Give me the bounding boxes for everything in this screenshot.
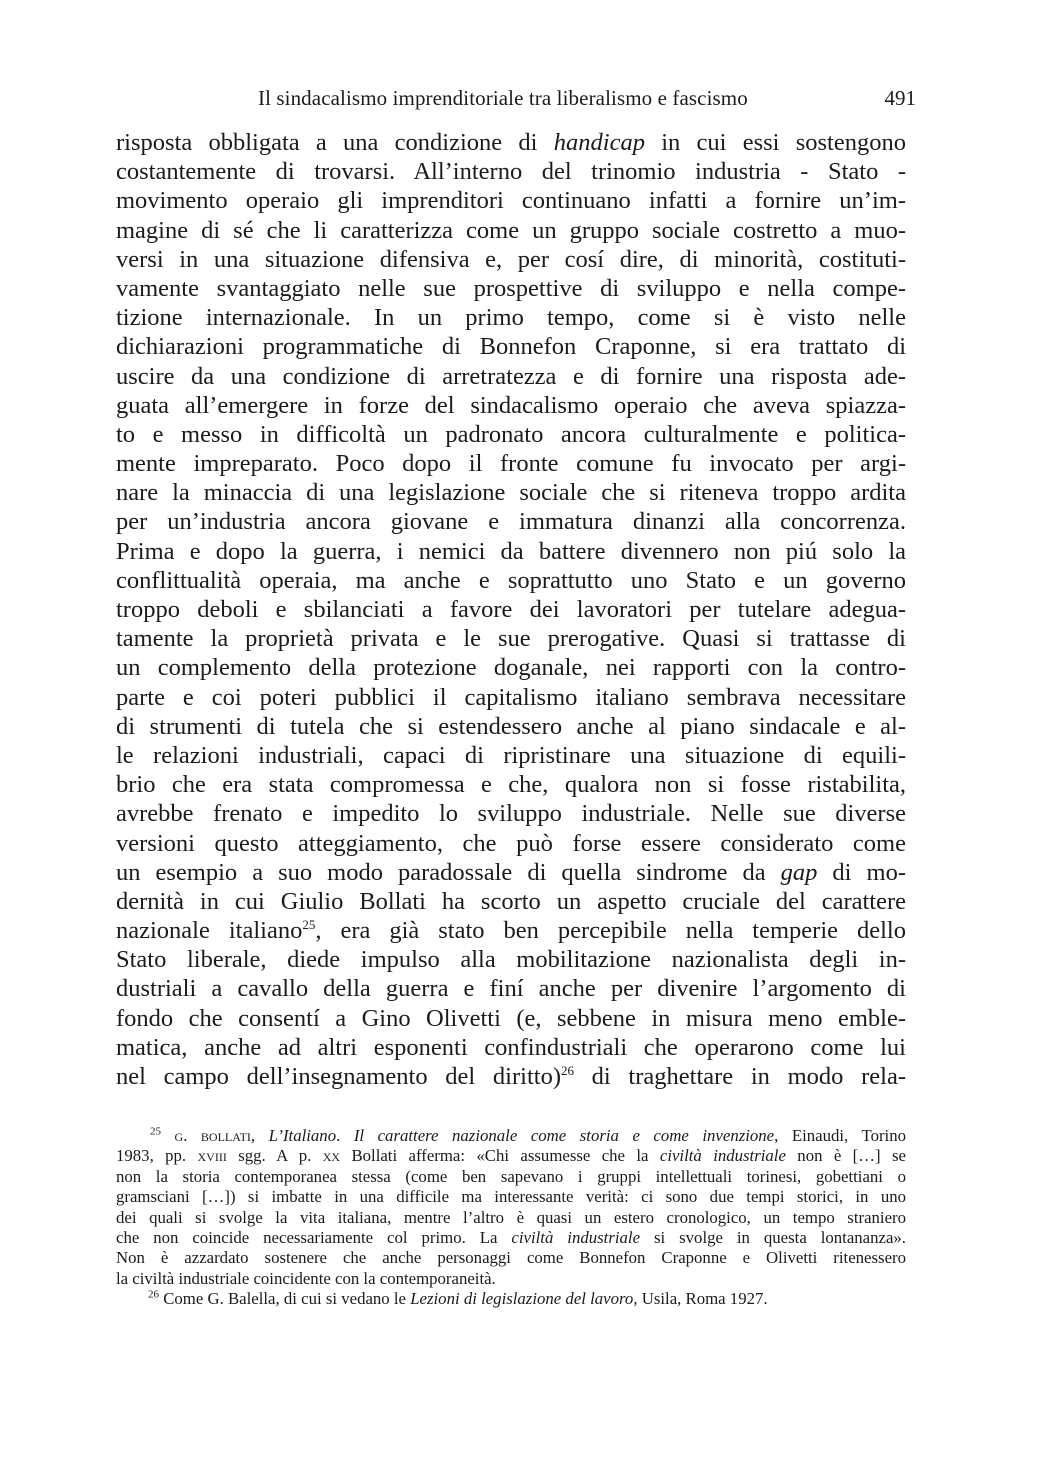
text-span: che non coincide necessariamente col primo. La [116, 1227, 512, 1247]
text-span: si svolge in questa lontananza». [640, 1227, 906, 1247]
text-line [116, 128, 906, 157]
text-span: , [250, 1126, 269, 1145]
text-line: nare la minaccia di una legislazione sociale che si riteneva troppo ardita [116, 479, 906, 507]
text-line: tizione internazionale. In un primo tempo, come si è visto nelle [116, 304, 906, 332]
footnote-25-line [116, 1228, 906, 1248]
text-line: un complemento della protezione doganale, nei rapporti con la contro- [116, 654, 906, 682]
text-span: un esempio a suo modo paradossale di quella sindrome da [116, 858, 781, 886]
text-span: di traghettare in modo rela- [573, 1063, 906, 1090]
text-line: avrebbe frenato e impedito lo sviluppo industriale. Nelle sue diverse [116, 800, 906, 828]
footnote-marker: 26 [148, 1289, 159, 1301]
text-span: , Usila, Roma 1927. [633, 1289, 768, 1309]
page-number: 491 [884, 86, 916, 110]
text-line: di strumenti di tutela che si estendessero anche al piano sindacale e al- [116, 712, 906, 740]
text-span: , Einaudi, Torino [774, 1126, 906, 1145]
text-span: 1983, pp. [116, 1146, 198, 1166]
footnote-25-line: Non è azzardato sostenere che anche personaggi come Bonnefon Craponne e Olivetti ritenessero [116, 1248, 906, 1268]
text-line: matica, anche ad altri esponenti confindustriali che operarono come lui [116, 1033, 906, 1061]
text-span: Bollati afferma: «Chi assumesse che la [340, 1146, 660, 1166]
footnote-25-line: la civiltà industriale coincidente con la contemporaneità. [116, 1268, 496, 1288]
text-line: to e messo in difficoltà un padronato ancora culturalmente e politica- [116, 420, 906, 448]
text-line [116, 916, 906, 945]
text-line: costantemente di trovarsi. All’interno del trinomio industria - Stato - [116, 158, 906, 186]
text-line: uscire da una condizione di arretratezza e di fornire una risposta ade- [116, 362, 906, 390]
text-span: . [336, 1126, 354, 1145]
text-span: , era già stato ben percepibile nella temperie dello [315, 917, 906, 945]
footnote-marker: 25 [150, 1126, 161, 1138]
footnote-author: g. bollati [174, 1126, 251, 1145]
text-line: dustriali a cavallo della guerra e finí anche per divenire l’argomento di [116, 975, 906, 1003]
roman-numeral: xx [322, 1146, 341, 1166]
text-line: versi in una situazione difensiva e, per cosí dire, di minorità, costituti- [116, 245, 906, 273]
text-line: dernità in cui Giulio Bollati ha scorto un aspetto cruciale del carattere [116, 887, 906, 915]
footnote-ref[interactable]: 26 [560, 1062, 574, 1078]
text-line: dichiarazioni programmatiche di Bonnefon Craponne, si era trattato di [116, 333, 906, 361]
footnote-25-line [116, 1126, 906, 1146]
footnote-ref[interactable]: 25 [302, 916, 316, 932]
footnote-26-line [116, 1289, 906, 1309]
text-line: troppo deboli e sbilanciati a favore dei lavoratori per tutelare adegua- [116, 596, 906, 623]
text-line: brio che era stata compromessa e che, qualora non si fosse ristabilita, [116, 771, 906, 799]
text-line: parte e coi poteri pubblici il capitalismo italiano sembrava necessitare [116, 683, 906, 711]
text-line [116, 858, 906, 887]
footnotes [116, 1126, 906, 1310]
footnote-25-line: gramsciani […]) si imbatte in una difficile ma interessante verità: ci sono due tempi storici, in uno [116, 1187, 906, 1207]
body-text [116, 128, 906, 1091]
text-span: non è […] se [785, 1146, 906, 1166]
footnote-25-line [116, 1146, 906, 1166]
text-line: per un’industria ancora giovane e immatura dinanzi alla concorrenza. [116, 508, 906, 536]
roman-numeral: xviii [197, 1146, 227, 1166]
footnote-25-line: non la storia contemporanea stessa (come ben sapevano i gruppi intellettuali torinesi, gobettiani o [116, 1166, 906, 1186]
running-header: Il sindacalismo imprenditoriale tra liberalismo e fascismo [258, 86, 748, 110]
italic-term: civiltà industriale [511, 1227, 641, 1247]
text-span: nel campo dell’insegnamento del diritto) [116, 1063, 561, 1090]
text-line: movimento operaio gli imprenditori continuano infatti a fornire un’im- [116, 187, 906, 215]
text-span: risposta obbligata a una condizione di [116, 129, 554, 156]
italic-title: L’Italiano [268, 1126, 337, 1145]
text-span: nazionale italiano [116, 917, 303, 945]
text-line: mente impreparato. Poco dopo il fronte comune fu invocato per argi- [116, 450, 906, 478]
italic-term: gap [780, 858, 818, 886]
footnote-25-line: dei quali si svolge la vita italiana, mentre l’altro è quasi un estero cronologico, un tempo straniero [116, 1207, 906, 1227]
text-line: le relazioni industriali, capaci di ripristinare una situazione di equili- [116, 741, 906, 769]
text-line: versioni questo atteggiamento, che può forse essere considerato come [116, 829, 906, 857]
text-span: sgg. A p. [226, 1146, 323, 1166]
text-line: guata all’emergere in forze del sindacalismo operaio che aveva spiazza- [116, 391, 906, 419]
italic-title: Il carattere nazionale come storia e come invenzione [353, 1126, 775, 1145]
text-line: magine di sé che li caratterizza come un gruppo sociale costretto a muo- [116, 216, 906, 244]
text-span: in cui essi sostengono [644, 129, 906, 156]
text-line: vamente svantaggiato nelle sue prospettive di sviluppo e nella compe- [116, 274, 906, 302]
text-span: Come G. Balella, di cui si vedano le [159, 1289, 411, 1309]
text-line: fondo che consentí a Gino Olivetti (e, sebbene in misura meno emble- [116, 1004, 906, 1032]
italic-term: handicap [553, 129, 645, 156]
text-span: di mo- [817, 858, 906, 886]
text-line [116, 1062, 906, 1091]
text-line: conflittualità operaia, ma anche e soprattutto uno Stato e un governo [116, 566, 906, 594]
text-line: Prima e dopo la guerra, i nemici da battere divennero non piú solo la [116, 537, 906, 565]
text-line: Stato liberale, diede impulso alla mobilitazione nazionalista degli in- [116, 946, 906, 974]
italic-term: civiltà industriale [659, 1146, 786, 1166]
text-line: tamente la proprietà privata e le sue prerogative. Quasi si trattasse di [116, 625, 906, 653]
italic-title: Lezioni di legislazione del lavoro [410, 1289, 634, 1309]
